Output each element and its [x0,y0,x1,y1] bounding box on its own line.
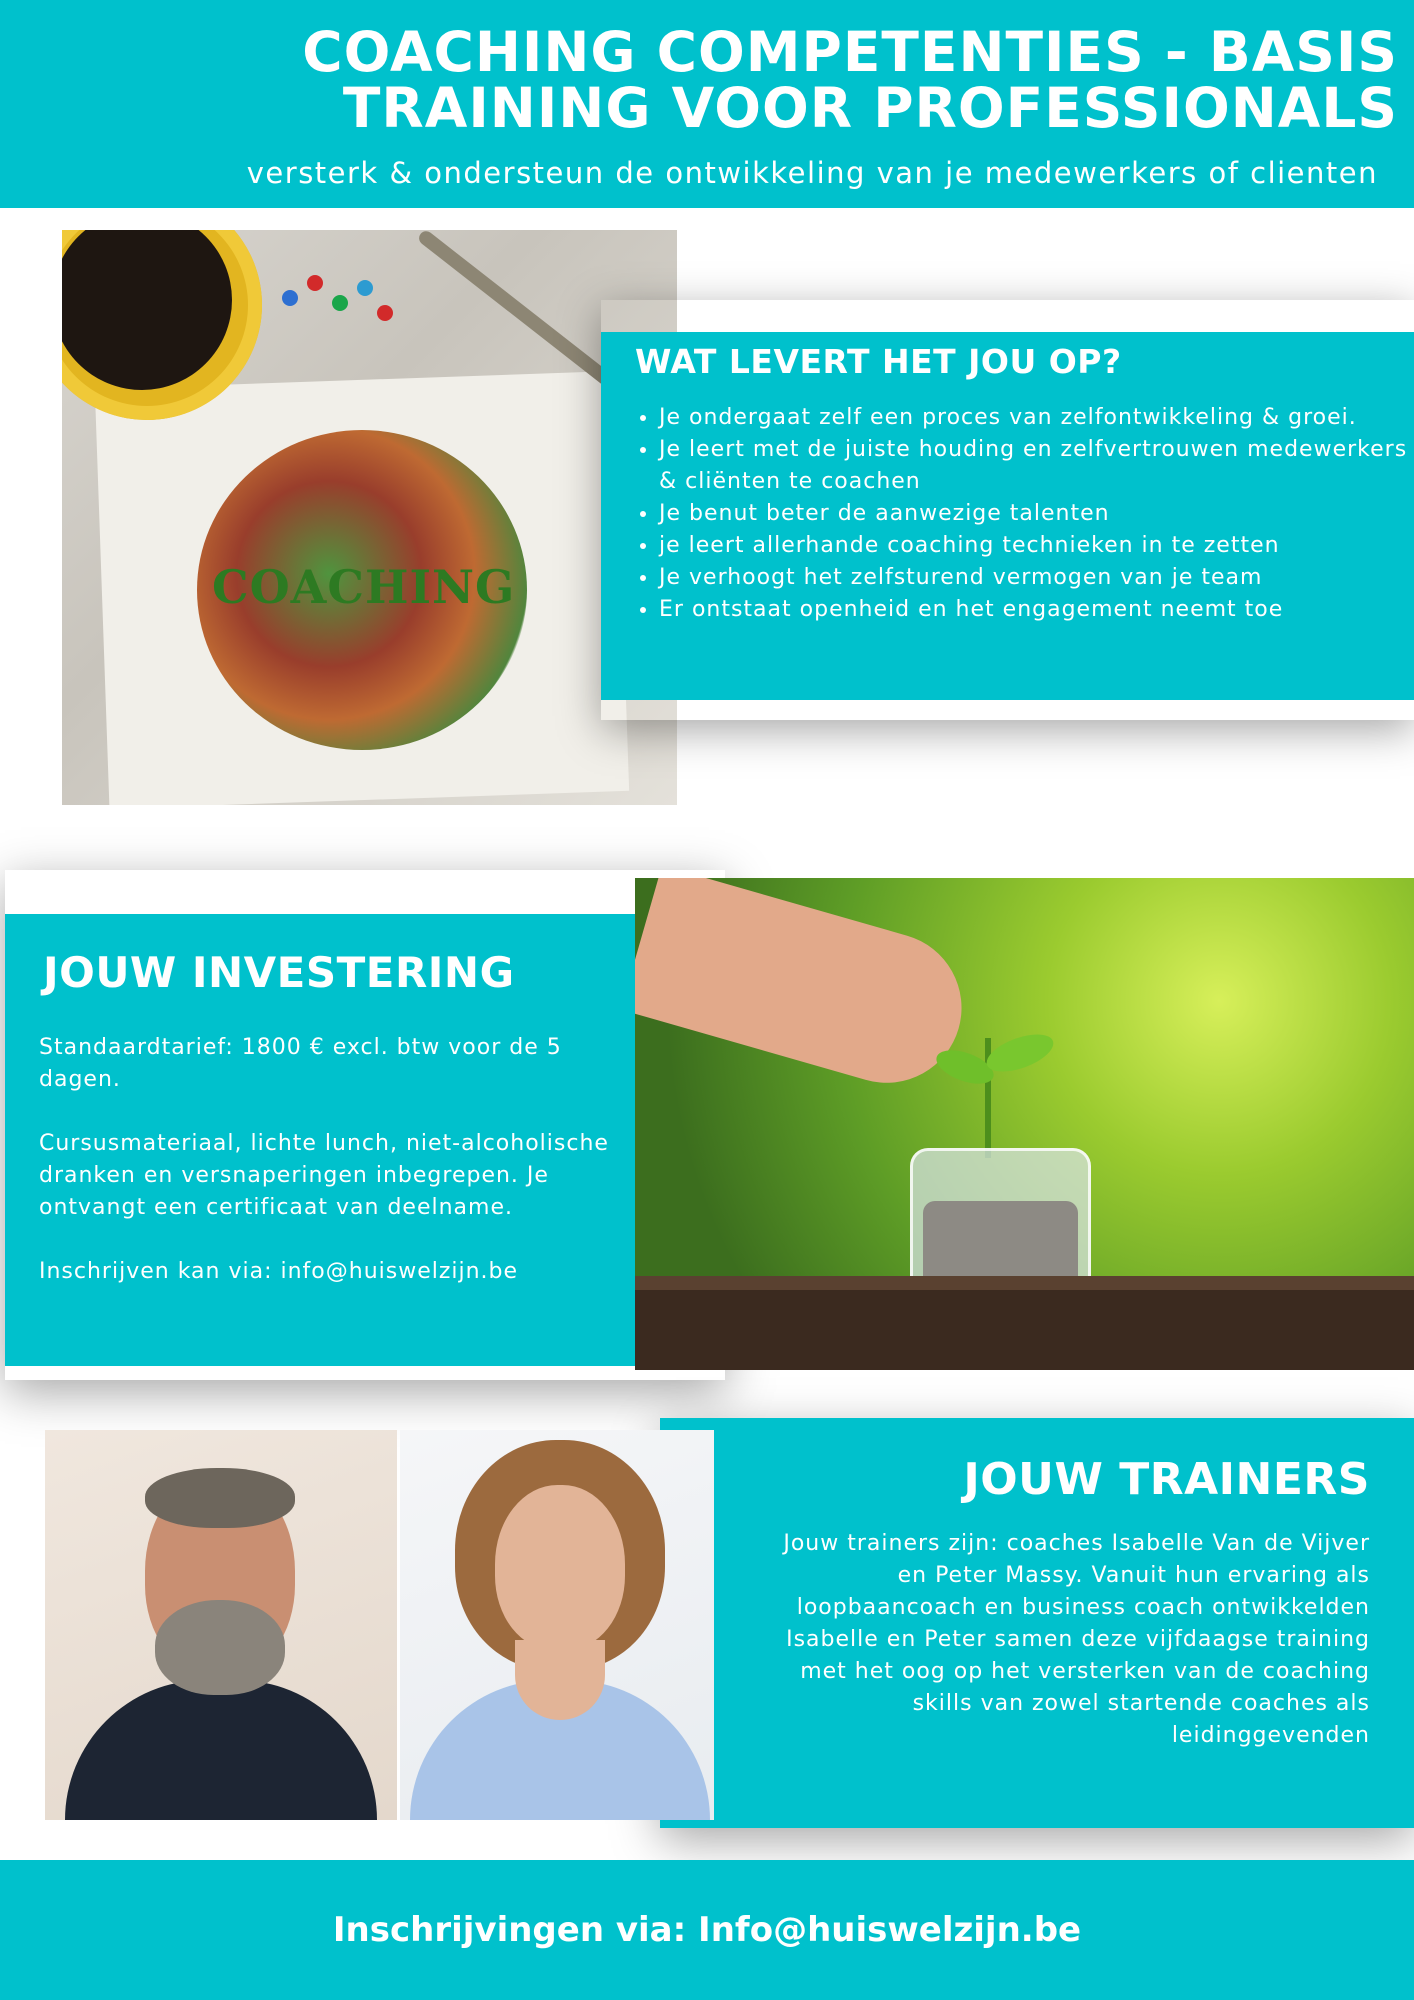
trainers-panel [660,1418,1414,1828]
footer-banner [0,1860,1414,2000]
pin-cyan [357,280,373,296]
face-shape [495,1485,625,1650]
coins-plant-photo [635,878,1414,1370]
coaching-wordcloud-photo [62,230,677,805]
benefits-list [631,402,1414,626]
trainer-photo-man [45,1430,397,1820]
investment-price: Standaardtarief: 1800 € excl. btw voor de 5 dagen. [39,1035,562,1092]
page-title: COACHING COMPETENTIES - BASIS TRAINING VOOR PROFESSIONALS [302,20,1398,140]
benefit-item: • Je leert met de juiste houding en zelfvertrouwen medewerkers & cliënten te coachen [659,434,1414,498]
investment-included: Cursusmateriaal, lichte lunch, niet-alcoholische dranken en versnaperingen inbegrepen. Je ontvangt een certificaat van deelname. [39,1131,609,1220]
beard-shape [155,1600,285,1695]
trainers-title: JOUW TRAINERS [963,1454,1370,1505]
hand-shape [635,878,979,1101]
investment-title: JOUW INVESTERING [43,948,515,997]
investment-signup: Inschrijven kan via: info@huiswelzijn.be [39,1259,519,1284]
benefit-item: • Je benut beter de aanwezige talenten [659,498,1414,530]
benefits-title: WAT LEVERT HET JOU OP? [635,342,1122,381]
pushpins-shape [282,270,402,340]
benefit-item: • Je ondergaat zelf een proces van zelfontwikkeling & groei. [659,402,1414,434]
pin-red [307,275,323,291]
hair-shape [145,1468,295,1528]
soil-shape [635,1276,1414,1370]
wordcloud-center-word: COACHING [212,560,516,614]
pin-blue [282,290,298,306]
header-banner [0,0,1414,208]
shirt-shape [65,1680,377,1820]
page-subtitle: versterk & ondersteun de ontwikkeling van je medewerkers of clienten [246,156,1378,190]
benefit-item: • je leert allerhande coaching technieken in te zetten [659,530,1414,562]
investment-body [39,1032,639,1320]
investment-panel [5,914,635,1366]
trainers-description: Jouw trainers zijn: coaches Isabelle Van de Vijver en Peter Massy. Vanuit hun ervaring als loopbaancoach en business coach ontwikkelden Isabelle en Peter samen deze vijfdaagse training met het oog op het versterken van de coaching skills van zowel startende coaches als leidinggevenden [783,1531,1370,1748]
footer-signup-text: Inschrijvingen via: Info@huiswelzijn.be [332,1910,1082,1950]
benefit-item: • Er ontstaat openheid en het engagement neemt toe [659,594,1414,626]
benefit-item: • Je verhoogt het zelfsturend vermogen van je team [659,562,1414,594]
pin-green [332,295,348,311]
benefits-panel [601,332,1414,700]
pin-red-2 [377,305,393,321]
trainer-photo-woman [400,1430,714,1820]
